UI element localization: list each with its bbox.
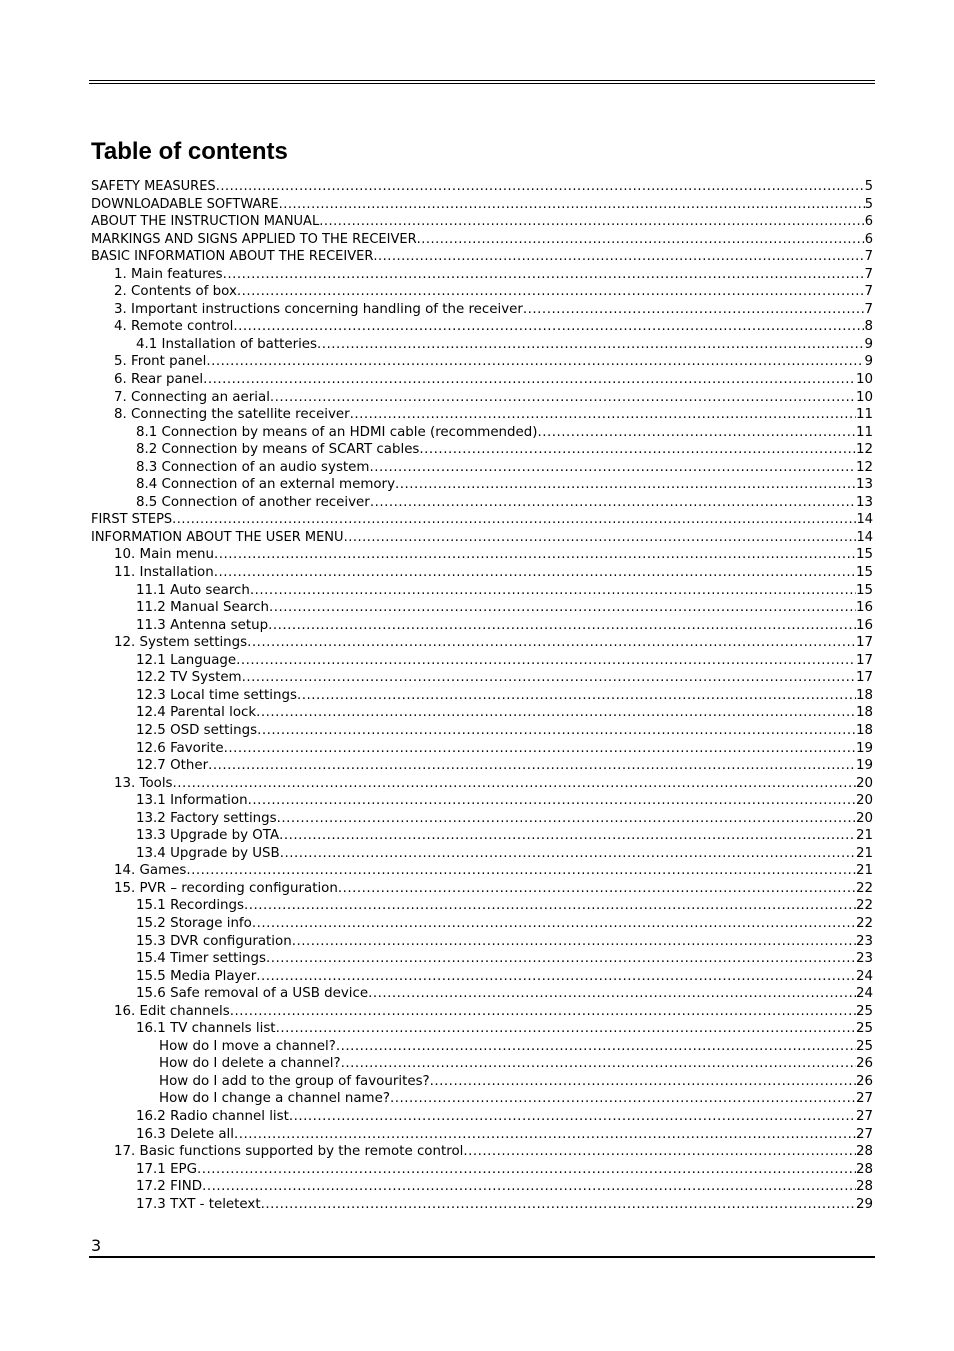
toc-entry-page: 10: [855, 389, 873, 405]
toc-entry-label: INFORMATION ABOUT THE USER MENU: [91, 529, 344, 545]
toc-entry-page: 27: [855, 1091, 873, 1107]
toc-leader-dots: [270, 389, 856, 407]
toc-entry-page: 22: [855, 915, 873, 931]
toc-leader-dots: [373, 248, 864, 266]
toc-entry[interactable]: [91, 1073, 873, 1091]
toc-leader-dots: [390, 1090, 856, 1108]
toc-entry-label: 5. Front panel: [114, 354, 207, 370]
toc-entry-label: 13. Tools: [114, 775, 173, 791]
toc-entry-page: 19: [855, 758, 873, 774]
toc-entry-page: 26: [855, 1056, 873, 1072]
toc-entry-page: 25: [855, 1021, 873, 1037]
toc-entry-label: How do I add to the group of favourites?: [159, 1073, 430, 1089]
toc-leader-dots: [350, 406, 856, 424]
toc-entry-label: 8.4 Connection of an external memory: [136, 477, 395, 493]
toc-entry-label: 2. Contents of box: [114, 284, 237, 300]
toc-leader-dots: [344, 529, 857, 547]
toc-leader-dots: [336, 1038, 856, 1056]
toc-entry-label: 4.1 Installation of batteries: [136, 336, 318, 352]
toc-leader-dots: [250, 582, 856, 600]
toc-entry-page: 17: [855, 652, 873, 668]
toc-leader-dots: [289, 1108, 856, 1126]
toc-entry-page: 14: [856, 529, 873, 545]
toc-leader-dots: [419, 441, 856, 459]
toc-leader-dots: [430, 1073, 856, 1091]
toc-entry-label: 13.2 Factory settings: [136, 810, 277, 826]
toc-entry-page: 13: [855, 494, 873, 510]
toc-entry-label: FIRST STEPS: [91, 512, 173, 528]
toc-entry-page: 7: [864, 284, 873, 300]
toc-entry-label: 16.1 TV channels list: [136, 1021, 276, 1037]
toc-entry-label: How do I change a channel name?: [159, 1091, 390, 1107]
toc-entry-label: 4. Remote control: [114, 319, 234, 335]
toc-entry[interactable]: [91, 582, 873, 600]
toc-entry-label: 7. Connecting an aerial: [114, 389, 270, 405]
toc-entry[interactable]: [91, 1108, 873, 1126]
toc-leader-dots: [463, 1143, 856, 1161]
toc-entry[interactable]: [91, 1003, 873, 1021]
toc-leader-dots: [203, 371, 856, 389]
toc-entry[interactable]: [91, 1161, 873, 1179]
toc-leader-dots: [538, 424, 856, 442]
toc-leader-dots: [395, 476, 856, 494]
toc-leader-dots: [224, 740, 856, 758]
toc-leader-dots: [223, 266, 865, 284]
toc-entry[interactable]: [91, 336, 873, 354]
toc-entry-page: 26: [855, 1073, 873, 1089]
toc-entry[interactable]: [91, 511, 873, 529]
toc-entry-label: 6. Rear panel: [114, 372, 204, 388]
toc-entry-label: 12.3 Local time settings: [136, 687, 297, 703]
toc-entry-page: 24: [855, 986, 873, 1002]
toc-entry-page: 7: [864, 249, 873, 265]
toc-leader-dots: [256, 968, 856, 986]
toc-entry[interactable]: [91, 617, 873, 635]
toc-entry-label: BASIC INFORMATION ABOUT THE RECEIVER: [91, 249, 374, 265]
toc-entry-page: 20: [855, 810, 873, 826]
toc-entry-page: 22: [855, 880, 873, 896]
toc-leader-dots: [233, 318, 864, 336]
toc-entry-page: 28: [855, 1179, 873, 1195]
toc-entry[interactable]: [91, 213, 873, 231]
toc-leader-dots: [237, 283, 865, 301]
toc-entry-label: 16.3 Delete all: [136, 1126, 234, 1142]
toc-entry-label: 12.1 Language: [136, 652, 237, 668]
toc-entry[interactable]: [91, 283, 873, 301]
toc-entry[interactable]: [91, 1090, 873, 1108]
toc-entry-label: 8.1 Connection by means of an HDMI cable (recommended): [136, 424, 538, 440]
toc-entry[interactable]: [91, 915, 873, 933]
toc-leader-dots: [261, 1196, 856, 1214]
toc-entry-page: 21: [855, 863, 873, 879]
toc-leader-dots: [202, 1178, 856, 1196]
toc-leader-dots: [242, 669, 856, 687]
footer-rule: [89, 1256, 875, 1258]
toc-entry-label: 13.1 Information: [136, 793, 248, 809]
toc-leader-dots: [197, 1161, 856, 1179]
toc-entry-page: 17: [855, 635, 873, 651]
toc-entry[interactable]: [91, 687, 873, 705]
toc-entry-page: 23: [855, 951, 873, 967]
toc-entry-label: 12.6 Favorite: [136, 740, 224, 756]
toc-entry[interactable]: [91, 740, 873, 758]
toc-entry-page: 20: [855, 793, 873, 809]
toc-leader-dots: [417, 231, 865, 249]
toc-entry-label: 11.2 Manual Search: [136, 600, 269, 616]
toc-entry[interactable]: [91, 880, 873, 898]
toc-entry-page: 25: [855, 1038, 873, 1054]
toc-entry-label: ABOUT THE INSTRUCTION MANUAL: [91, 214, 320, 230]
toc-entry-label: 1. Main features: [114, 266, 223, 282]
toc-entry-page: 20: [855, 775, 873, 791]
toc-entry[interactable]: [91, 231, 873, 249]
toc-entry[interactable]: [91, 897, 873, 915]
toc-entry-page: 28: [855, 1144, 873, 1160]
toc-entry-label: 15.1 Recordings: [136, 898, 245, 914]
toc-leader-dots: [236, 652, 856, 670]
toc-entry[interactable]: [91, 318, 873, 336]
toc-entry[interactable]: [91, 652, 873, 670]
toc-entry-page: 9: [864, 354, 873, 370]
toc-entry[interactable]: [91, 950, 873, 968]
toc-entry[interactable]: [91, 476, 873, 494]
toc-entry-label: How do I delete a channel?: [159, 1056, 341, 1072]
toc-entry-label: 17.1 EPG: [136, 1161, 197, 1177]
toc-leader-dots: [214, 564, 856, 582]
toc-entry[interactable]: [91, 564, 873, 582]
toc-entry[interactable]: [91, 301, 873, 319]
toc-leader-dots: [297, 687, 856, 705]
toc-entry[interactable]: [91, 1178, 873, 1196]
toc-entry[interactable]: [91, 1196, 873, 1214]
toc-entry-label: DOWNLOADABLE SOFTWARE: [91, 196, 279, 212]
toc-entry[interactable]: [91, 792, 873, 810]
toc-entry-page: 16: [855, 617, 873, 633]
toc-entry-label: 16.2 Radio channel list: [136, 1108, 289, 1124]
toc-entry[interactable]: [91, 1055, 873, 1073]
toc-entry[interactable]: [91, 266, 873, 284]
toc-leader-dots: [214, 546, 856, 564]
toc-leader-dots: [369, 459, 855, 477]
toc-entry-label: 14. Games: [114, 863, 187, 879]
toc-leader-dots: [248, 792, 856, 810]
toc-entry-label: 12. System settings: [114, 635, 248, 651]
toc-entry-page: 18: [855, 687, 873, 703]
toc-leader-dots: [279, 827, 856, 845]
toc-entry-label: 17. Basic functions supported by the remote control: [114, 1144, 464, 1160]
toc-entry-label: 12.4 Parental lock: [136, 705, 257, 721]
toc-entry-label: 12.5 OSD settings: [136, 722, 258, 738]
toc-leader-dots: [266, 950, 856, 968]
page-title: Table of contents: [91, 138, 288, 165]
toc-entry-page: 12: [855, 442, 873, 458]
toc-leader-dots: [280, 845, 856, 863]
page-number: 3: [91, 1236, 102, 1255]
toc-entry-page: 7: [864, 301, 873, 317]
toc-leader-dots: [338, 880, 856, 898]
toc-leader-dots: [234, 1126, 856, 1144]
toc-entry-label: SAFETY MEASURES: [91, 179, 216, 194]
toc-entry-label: 8.3 Connection of an audio system: [136, 459, 370, 475]
toc-entry-page: 27: [855, 1108, 873, 1124]
toc-entry[interactable]: [91, 1038, 873, 1056]
toc-entry[interactable]: [91, 546, 873, 564]
toc-entry-page: 23: [855, 933, 873, 949]
toc-entry-page: 10: [855, 372, 873, 388]
toc-entry[interactable]: [91, 406, 873, 424]
toc-entry-page: 12: [855, 459, 873, 475]
toc-leader-dots: [523, 301, 865, 319]
toc-entry-page: 9: [864, 336, 873, 352]
toc-entry[interactable]: [91, 389, 873, 407]
toc-entry-label: 17.2 FIND: [136, 1179, 203, 1195]
toc-entry-page: 6: [864, 231, 873, 247]
toc-entry-page: 28: [855, 1161, 873, 1177]
toc-entry-page: 8: [864, 319, 873, 335]
toc-entry-page: 6: [864, 214, 873, 230]
toc-entry-label: 8.2 Connection by means of SCART cables: [136, 442, 420, 458]
toc-entry[interactable]: [91, 353, 873, 371]
toc-leader-dots: [277, 810, 856, 828]
toc-entry-page: 15: [855, 547, 873, 563]
toc-leader-dots: [368, 985, 856, 1003]
toc-entry-page: 14: [856, 512, 873, 528]
toc-leader-dots: [319, 213, 865, 231]
toc-leader-dots: [256, 704, 856, 722]
toc-entry[interactable]: [91, 459, 873, 477]
toc-entry-label: 15.5 Media Player: [136, 968, 257, 984]
toc-entry[interactable]: [91, 845, 873, 863]
toc-entry-label: 11.3 Antenna setup: [136, 617, 269, 633]
toc-leader-dots: [268, 617, 856, 635]
toc-entry[interactable]: [91, 810, 873, 828]
toc-entry-page: 7: [864, 266, 873, 282]
toc-entry[interactable]: [91, 599, 873, 617]
toc-entry-page: 24: [855, 968, 873, 984]
toc-entry-label: 15.2 Storage info: [136, 915, 252, 931]
toc-entry-page: 22: [855, 898, 873, 914]
toc-leader-dots: [173, 775, 856, 793]
toc-leader-dots: [252, 915, 856, 933]
toc-entry[interactable]: [91, 757, 873, 775]
toc-entry-label: 15.4 Timer settings: [136, 951, 267, 967]
toc-entry-page: 11: [855, 407, 873, 423]
toc-entry[interactable]: [91, 722, 873, 740]
toc-entry-label: 8. Connecting the satellite receiver: [114, 407, 350, 423]
toc-entry-label: 12.7 Other: [136, 758, 209, 774]
toc-entry-page: 18: [855, 705, 873, 721]
toc-leader-dots: [292, 933, 856, 951]
toc-entry[interactable]: [91, 248, 873, 266]
table-of-contents: [91, 178, 873, 1213]
toc-entry-label: 13.3 Upgrade by OTA: [136, 828, 280, 844]
toc-entry-page: 11: [855, 424, 873, 440]
toc-leader-dots: [341, 1055, 856, 1073]
toc-entry[interactable]: [91, 1126, 873, 1144]
toc-leader-dots: [208, 757, 856, 775]
toc-entry[interactable]: [91, 1020, 873, 1038]
toc-entry-page: 5: [864, 179, 873, 194]
toc-entry-label: 15.3 DVR configuration: [136, 933, 292, 949]
toc-entry-label: 13.4 Upgrade by USB: [136, 845, 280, 861]
toc-entry-page: 21: [855, 828, 873, 844]
toc-entry-label: 3. Important instructions concerning handling of the receiver: [114, 301, 523, 317]
toc-entry[interactable]: [91, 494, 873, 512]
toc-leader-dots: [269, 599, 856, 617]
toc-leader-dots: [279, 196, 865, 214]
toc-entry-label: 8.5 Connection of another receiver: [136, 494, 370, 510]
toc-entry[interactable]: [91, 985, 873, 1003]
toc-entry[interactable]: [91, 827, 873, 845]
toc-entry-label: 11. Installation: [114, 565, 214, 581]
toc-entry-label: 15.6 Safe removal of a USB device: [136, 986, 369, 1002]
toc-entry-page: 19: [855, 740, 873, 756]
toc-leader-dots: [257, 722, 856, 740]
toc-entry[interactable]: [91, 1143, 873, 1161]
toc-entry[interactable]: [91, 634, 873, 652]
toc-entry[interactable]: [91, 933, 873, 951]
toc-leader-dots: [186, 862, 856, 880]
toc-entry[interactable]: [91, 178, 873, 196]
toc-entry-page: 25: [855, 1003, 873, 1019]
toc-entry-page: 18: [855, 722, 873, 738]
toc-entry-page: 27: [855, 1126, 873, 1142]
toc-leader-dots: [370, 494, 856, 512]
toc-entry[interactable]: [91, 196, 873, 214]
toc-entry[interactable]: [91, 704, 873, 722]
toc-entry-label: 17.3 TXT - teletext: [136, 1196, 261, 1212]
toc-entry-label: 15. PVR – recording configuration: [114, 880, 338, 896]
toc-entry[interactable]: [91, 968, 873, 986]
toc-entry[interactable]: [91, 529, 873, 547]
toc-entry-page: 15: [855, 565, 873, 581]
toc-entry-label: 12.2 TV System: [136, 670, 242, 686]
toc-entry-page: 13: [855, 477, 873, 493]
toc-leader-dots: [244, 897, 856, 915]
toc-entry[interactable]: [91, 441, 873, 459]
toc-leader-dots: [247, 634, 856, 652]
toc-entry-label: 11.1 Auto search: [136, 582, 250, 598]
toc-entry-page: 17: [855, 670, 873, 686]
toc-entry[interactable]: [91, 775, 873, 793]
toc-entry-label: MARKINGS AND SIGNS APPLIED TO THE RECEIVER: [91, 231, 417, 247]
header-rule: [89, 80, 875, 84]
toc-entry-page: 16: [855, 600, 873, 616]
toc-entry[interactable]: [91, 862, 873, 880]
toc-entry-page: 15: [855, 582, 873, 598]
toc-leader-dots: [276, 1020, 856, 1038]
toc-entry-label: How do I move a channel?: [159, 1038, 336, 1054]
toc-leader-dots: [216, 178, 865, 196]
toc-leader-dots: [172, 511, 856, 529]
toc-leader-dots: [230, 1003, 856, 1021]
toc-entry[interactable]: [91, 371, 873, 389]
toc-entry-label: 10. Main menu: [114, 547, 215, 563]
toc-entry-page: 5: [864, 196, 873, 212]
toc-entry-page: 21: [855, 845, 873, 861]
toc-leader-dots: [206, 353, 864, 371]
toc-entry-page: 29: [855, 1196, 873, 1212]
toc-entry[interactable]: [91, 669, 873, 687]
toc-leader-dots: [317, 336, 864, 354]
toc-entry[interactable]: [91, 424, 873, 442]
toc-entry-label: 16. Edit channels: [114, 1003, 230, 1019]
